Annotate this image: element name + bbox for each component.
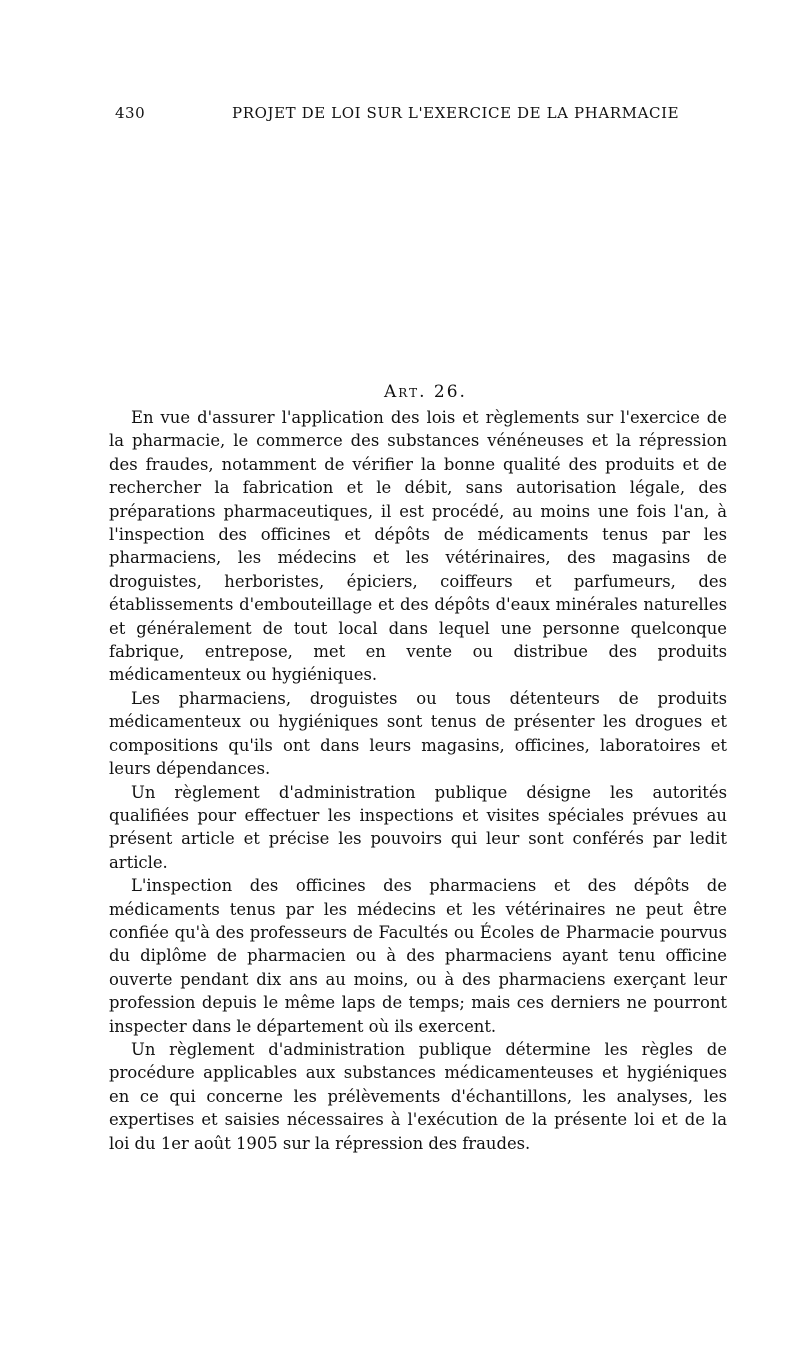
article-paragraph: L'inspection des officines des pharmaciens et des dépôts de médicaments tenus par les médecins et les vétérinaires ne peut être confiée qu'à des professeurs de Facultés ou Écoles de Pharmacie pourvus du diplôme de pharmacien ou à des pharmaciens ayant tenu officine ouverte pendant dix ans au moins, ou à des pharmaciens exerçant leur profession depuis le même laps de temps; mais ces derniers ne pourront inspecter dans le département où ils exercent. bbox=[109, 876, 727, 1036]
article-heading bbox=[384, 382, 467, 402]
article-body bbox=[109, 406, 727, 1155]
article-paragraph: En vue d'assurer l'application des lois et règlements sur l'exercice de la pharmacie, le commerce des substances vénéneuses et la répression des fraudes, notamment de vérifier la bonne qualité des produits et de rechercher la fabrication et le débit, sans autorisation légale, des préparations pharmaceutiques, il est procédé, au moins une fois l'an, à l'inspection des officines et dépôts de médicaments tenus par les pharmaciens, les médecins et les vétérinaires, des magasins de droguistes, herboristes, épiciers, coiffeurs et parfumeurs, des établissements d'embouteillage et des dépôts d'eaux minérales naturelles et généralement de tout local dans lequel une personne quelconque fabrique, entrepose, met en vente ou distribue des produits médicamenteux ou hygiéniques. bbox=[109, 408, 727, 685]
article-heading-text: Art. 26. bbox=[384, 382, 467, 402]
article-paragraph: Les pharmaciens, droguistes ou tous détenteurs de produits médicamenteux ou hygiéniques sont tenus de présenter les drogues et compositions qu'ils ont dans leurs magasins, officines, laboratoires et leurs dépendances. bbox=[109, 688, 727, 779]
article-paragraph: Un règlement d'administration publique détermine les règles de procédure applicables aux substances médicamenteuses et hygiéniques en ce qui concerne les prélèvements d'échantillons, les analyses, les expertises et saisies nécessaires à l'exécution de la présente loi et de la loi du 1er août 1905 sur la répression des fraudes. bbox=[109, 1039, 727, 1153]
article-paragraph: Un règlement d'administration publique désigne les autorités qualifiées pour effectuer les inspections et visites spéciales prévues au présent article et précise les pouvoirs qui leur sont conférés par ledit article. bbox=[109, 782, 727, 872]
page-number: 430 bbox=[115, 104, 146, 122]
running-title: PROJET DE LOI SUR L'EXERCICE DE LA PHARMACIE bbox=[232, 104, 680, 122]
